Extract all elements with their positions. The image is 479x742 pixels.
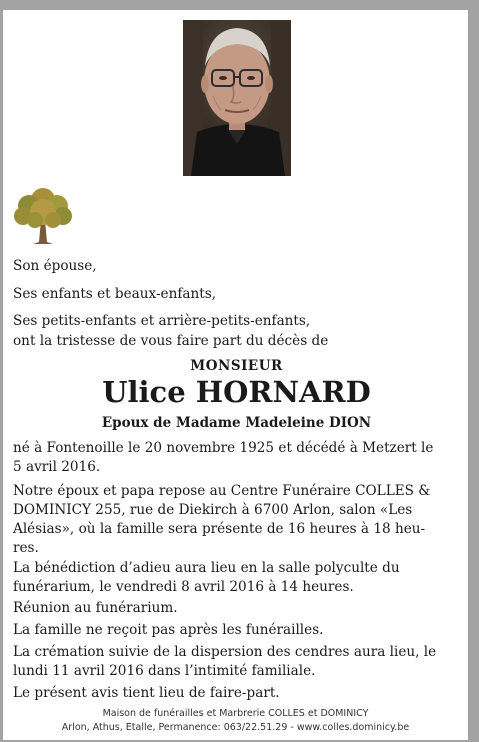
notice-line: Le présent avis tient lieu de faire-part. [13, 685, 280, 701]
intro-line-spouse: Son épouse, [13, 258, 97, 274]
spouse-line: Epoux de Madame Madeleine DION [101, 415, 372, 431]
birth-death-line-2: 5 avril 2016. [13, 459, 101, 475]
rest-line-2: DOMINICY 255, rue de Diekirch à 6700 Arlon, salon «Les [13, 502, 413, 518]
obituary-card [3, 10, 468, 740]
birth-death-line-1: né à Fontenoille le 20 novembre 1925 et décédé à Metzert le [13, 440, 434, 456]
honorific: MONSIEUR [190, 358, 283, 374]
footer-contact: Arlon, Athus, Etalle, Permanence: 063/22.51.29 - www.colles.dominicy.be [61, 722, 410, 733]
intro-line-announcement: ont la tristesse de vous faire part du décès de [13, 333, 329, 349]
intro-line-grandchildren: Ses petits-enfants et arrière-petits-enfants, [13, 313, 311, 329]
cremation-line-2: lundi 11 avril 2016 dans l’intimité familiale. [13, 663, 316, 679]
deceased-name: Ulice HORNARD [102, 375, 371, 409]
rest-line-3: Alésias», où la famille sera présente de 16 heures à 18 heu- [13, 521, 426, 537]
meeting-line: Réunion au funérarium. [13, 600, 178, 616]
rest-line-4: res. [13, 540, 39, 556]
tree-icon [11, 186, 75, 246]
cremation-line-1: La crémation suivie de la dispersion des cendres aura lieu, le [13, 644, 437, 660]
intro-line-children: Ses enfants et beaux-enfants, [13, 286, 217, 302]
blessing-line-2: funérarium, le vendredi 8 avril 2016 à 14 heures. [13, 579, 354, 595]
rest-line-1: Notre époux et papa repose au Centre Funéraire COLLES & [13, 483, 431, 499]
portrait-photo [183, 20, 291, 176]
footer-funeral-home: Maison de funérailles et Marbrerie COLLES et DOMINICY [102, 708, 369, 719]
blessing-line-1: La bénédiction d’adieu aura lieu en la salle polyculte du [13, 560, 400, 576]
no-visits-line: La famille ne reçoit pas après les funérailles. [13, 622, 324, 638]
